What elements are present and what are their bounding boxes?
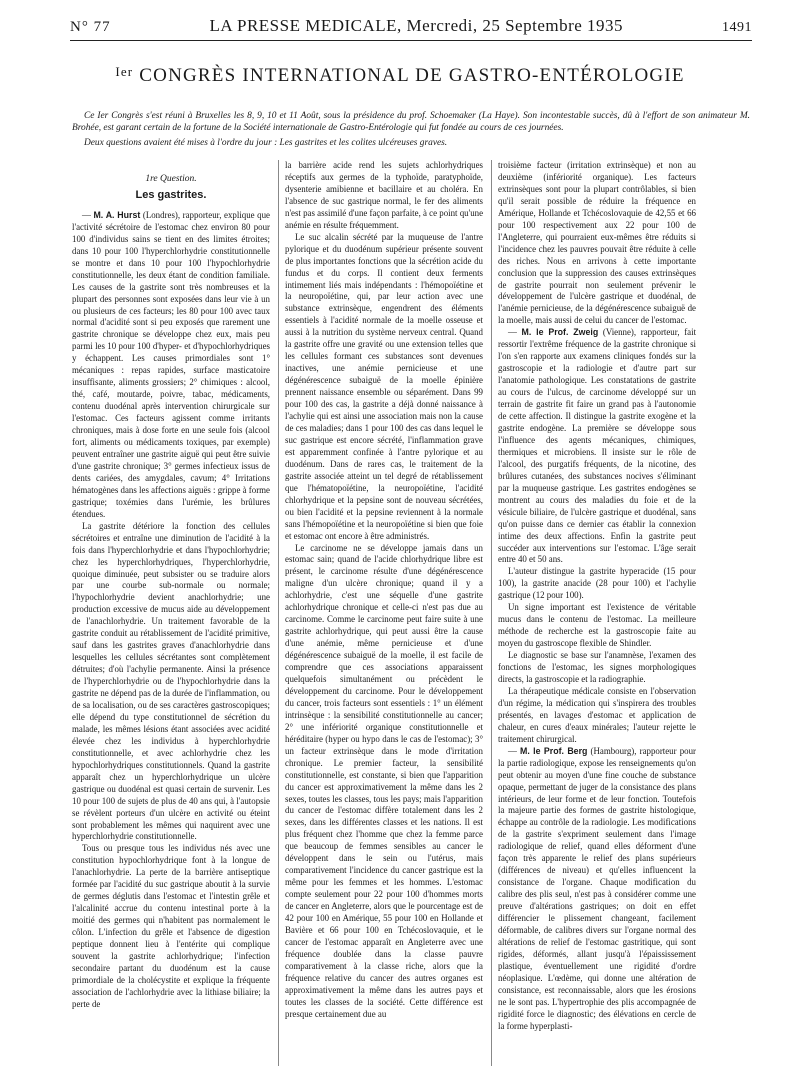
article-paragraph: la barrière acide rend les sujets achlorhydriques réceptifs aux germes de la typhoïde, paratyphoïde, dysenterie amibienne et bacillaire et au choléra. En l'absence de suc gastrique normal, le fer des aliments n'est pas assimilé d'une façon parfaite, à ce point qu'une anémie en résulte fréquemment. [285, 160, 484, 230]
article-paragraph: Le suc alcalin sécrété par la muqueuse de l'antre pylorique et du duodénum supérieur présente souvent de plus importantes fonctions que la sécrétion acide du fundus et du corps. Il contient deux ferments intimement liés mais indépendants : l'hémopoïétine et la neuropoïétine, qui, par leur action avec une substance extrinsèque, engendrent des éléments essentiels à l'acidité normale de la moelle osseuse et aussi à la nutrition du système nerveux central. Quand la gastrite offre une gravité ou une extension telles que les cellules formant ces substances sont devenues inactives, une anémie pernicieuse et une dégénérescence subaiguë de la moelle épinière prennent naissance ensemble ou séparément. Dans 99 pour 100 des cas, la gastrite a déjà donné naissance à l'achylie qui est ainsi une association mais non la cause de ces maladies; dans 1 pour 100 des cas dans lequel le suc gastrique est encore sécrété, l'inflammation grave est apparemment confinée à l'antre pylorique et au duodénum. Dans de rares cas, le traitement de la gastrite associée atteint un tel degré de rétablissement que l'hématopoïétine, la neuropoïétine, l'acidité chlorhydrique et la pepsine sont de nouveau sécrétées, ou bien l'acidité et la pepsine reviennent à la normale sans l'hémopoïétine et la neuropoïétine si bien que foie et estomac ont encore à être administrés. [285, 231, 483, 541]
intro-agenda: Deux questions avaient été mises à l'ordre du jour : Les gastrites et les colites ulcéreuses graves. [84, 137, 448, 148]
intro-block [72, 110, 750, 151]
page-number: 1491 [721, 20, 752, 35]
article-paragraph: L'auteur distingue la gastrite hyperacide (15 pour 100), la gastrite anacide (28 pour 100) et l'achylie gastrique (12 pour 100). [498, 566, 696, 601]
article-paragraph: Le diagnostic se base sur l'anamnèse, l'examen des fonctions de l'estomac, les signes morphologiques directs, la gastroscopie et la radiographie. [498, 650, 696, 684]
article-paragraph: La thérapeutique médicale consiste en l'observation d'un régime, la médication qui s'inspirera des troubles présentés, en lavages d'estomac et application de chaleur, en cures d'eaux minérales; l'auteur rejette le traitement chirurgical. [498, 685, 696, 744]
article-paragraph: Un signe important est l'existence de véritable mucus dans le contenu de l'estomac. La meilleure méthode de recherche est la gastroscopie faite au moyen du gastroscope flexible de Shindler. [498, 602, 696, 649]
issue-number: N° 77 [70, 19, 111, 35]
article-paragraph: — M. le Prof. Berg (Hambourg), rapporteur pour la partie radiologique, expose les renseignements qu'on peut obtenir au moyen d'une fine couche de substance opaque, permettant de juger de la consistance des plans intérieurs, de leur forme et de leur fonction. Toutefois la majeure partie des formes de gastrite histologique, échappe au contrôle de la radiologie. Les modifications de la gastrite s'expriment seulement dans l'image radiologique de relief, quand elles déforment d'une façon très apparente le relief des plans supérieurs (différences de niveau) et qu'elles influencent la consistance de l'organe. Chaque modification du calibre des plis seul, n'est pas à considérer comme une preuve d'altérations gastriques; on doit en effet différencier le plissement changeant, facilement déformable, de calibres divers sur l'organe normal des altérations de relief de l'estomac gastritique, qui sont rigides, déformés, allant jusqu'à l'épaississement plastique, éventuellement une rigidité d'ordre néoplasique. L'œdème, qui donne une altération de consistance, est reconnaissable, alors que les érosions ne le sont pas. L'hypertrophie des plis accompagnée de rigidité force le diagnostic; des élévations en cercle de la forme hyperplasti- [498, 745, 696, 1031]
speaker-name: M. A. Hurst [93, 209, 141, 220]
title-ordinal: Ier [115, 64, 134, 79]
speaker-name: M. le Prof. Berg [520, 745, 588, 756]
article-paragraph: troisième facteur (irritation extrinsèque) et non au deuxième (infériorité organique). Les facteurs extrinsèques sont pour la plupart contrôlables, si bien qu'il serait possible de réduire la fréquence en Amérique, Hollande et Tchécoslovaquie de 42,55 et 66 pour 100 respectivement aux 22 pour 100 de l'Angleterre, qui pourraient eux-mêmes être réduits si l'incidence chez les pauvres pouvait être réduite à celle des riches. Nous en arrivons à cette importante conclusion que la suppression des causes extrinsèques de gastrite pourrait non seulement prévenir le développement de l'ulcère gastrique et duodénal, de l'anémie pernicieuse, de la dégénérescence subaiguë de la moelle, mais aussi de celui du cancer de l'estomac. [498, 160, 696, 326]
header-rule [70, 40, 752, 41]
paragraph-text: (Londres), rapporteur, explique que l'activité sécrétoire de l'estomac chez environ 80 pour 100 d'individus sains se tient en des limites étroites; dans 10 pour 100 l'hyperchlorhydrie constitutionnelle se montre et dans 10 pour 100 l'hypochlorhydrie constitutionnelle, les deux étant de condition familiale. Les causes de la gastrite sont très nombreuses et la plupart des personnes sont exposées dans leur vie à un ou plusieurs de ces facteurs; les 80 pour 100 avec taux normal d'acidité sont si peu exposés que rarement une gastrite chronique se développe chez eux, mais peu parmi les 10 pour 100 d'hyper- et d'hypochlorhydriques y échappent. Les causes primordiales sont 1° mécaniques : repas rapides, surface masticatoire insuffisante, aliments grossiers; 2° chimiques : alcool, thé, café, moutarde, poivre, tabac, médicaments, contenu duodénal après intervention chirurgicale sur l'estomac. Ces facteurs agissent comme irritants chroniques, mais à dose forte en une seule fois (alcool fort, aliments ou médicaments toxiques, par exemple) peuvent entraîner une gastrite aiguë qui peut être suivie d'une gastrite chronique; 3° germes infectieux issus de dents cariées, des amygdales, cavum; 4° Irritations hématogènes dans les affections aiguës : grippe à forme gastrique; toxémies dans l'urémie, les brûlures étendues. [72, 209, 270, 519]
article-paragraph: Le carcinome ne se développe jamais dans un estomac sain; quand de l'acide chlorhydrique libre est présent, le carcinome résulte d'une dégénérescence maligne d'un ulcère chronique; quand il y a achlorhydrie, c'est une séquelle d'une gastrite achlorhydrique chronique et celle-ci n'est pas due au carcinome. Comme le carcinome peut faire suite à une gastrite achlorhydrique, qui peut aussi être la cause d'une anémie, même pernicieuse et d'une dégénérescence subaiguë de la moelle, il est facile de comprendre que ces associations apparaissent quelquefois simultanément ou précèdent le développement du carcinome. Pour le développement du cancer, trois facteurs sont essentiels : 1° un élément intrinsèque : la sensibilité constitutionnelle au cancer; 2° une infériorité organique constitutionnelle et héréditaire (hyper ou hypo dans le cas de l'estomac); 3° un facteur extrinsèque dans le mode d'irritation chronique. Le premier facteur, la sensibilité constitutionnelle, est constante, si bien que l'apparition du cancer est approximativement la même dans les 2 sexes, toutes les classes, tous les pays; mais l'apparition du cancer de l'estomac diffère totalement dans les 2 sexes, dans les différentes classes et les nations. Il est plus fréquent chez l'homme que chez la femme parce que beaucoup de femmes sensibles au cancer le développent dans le sein ou l'utérus, mais comparativement l'incidence du cancer gastrique est la même pour les femmes et les hommes. L'estomac compte seulement pour 22 pour 100 d'hommes morts de cancer en Angleterre, alors que le pourcentage est de 42 pour 100 en Amérique, 55 pour 100 en Hollande et Bavière et 66 pour 100 en Tchécoslovaquie, et le cancer de l'estomac apparaît en Angleterre avec une fréquence doublée dans la classe pauvre comparativement à la classe riche, alors que la fréquence relative du cancer des autres organes est approximativement la même dans les autres pays et toutes les classes de la société. Cette différence est presque certainement due au [285, 542, 483, 1019]
article-paragraph: — M. A. Hurst (Londres), rapporteur, explique que l'activité sécrétoire de l'estomac chez environ 80 pour 100 d'individus sains se tient en des limites étroites; dans 10 pour 100 l'hyperchlorhydrie constitutionnelle se montre et dans 10 pour 100 l'hypochlorhydrie constitutionnelle, les deux étant de condition familiale. Les causes de la gastrite sont très nombreuses et la plupart des personnes sont exposées dans leur vie à un ou plusieurs de ces facteurs; les 80 pour 100 avec taux normal d'acidité sont si peu exposés que rarement une gastrite chronique se développe chez eux, mais peu parmi les 10 pour 100 d'hyper- et d'hypochlorhydriques y échappent. Les causes primordiales sont 1° mécaniques : repas rapides, surface masticatoire insuffisante, aliments grossiers; 2° chimiques : alcool, thé, café, moutarde, poivre, tabac, médicaments, contenu duodénal après intervention chirurgicale sur l'estomac. Ces facteurs agissent comme irritants chroniques, mais à dose forte en une seule fois (alcool fort, aliments ou médicaments toxiques, par exemple) peuvent entraîner une gastrite aiguë qui peut être suivie d'une gastrite chronique; 3° germes infectieux issus de dents cariées, des amygdales, cavum; 4° Irritations hématogènes dans les affections aiguës : grippe à forme gastrique; toxémies dans l'urémie, les brûlures étendues. [72, 209, 270, 519]
paragraph-text: (Hambourg), rapporteur pour la partie radiologique, expose les renseignements qu'on peut obtenir au moyen d'une fine couche de substance opaque, permettant de juger de la consistance des plans intérieurs, de leur forme et de leur fonction. Toutefois la majeure partie des formes de gastrite histologique, échappe au contrôle de la radiologie. Les modifications de la gastrite s'expriment seulement dans l'image radiologique de relief, quand elles déforment d'une façon très apparente le relief des plans supérieurs (différences de niveau) et qu'elles influencent la consistance de l'organe. Chaque modification du calibre des plis seul, n'est pas à considérer comme une preuve d'altérations gastriques; on doit en effet différencier le plissement changeant, facilement déformable, de calibres divers sur l'organe normal des altérations de relief de l'estomac gastritique, qui sont rigides, déformés, allant jusqu'à l'épaississement plastique, éventuellement une rigidité d'ordre néoplasique. L'œdème, qui donne une altération de consistance, est reconnaissable, alors que les érosions ne le sont pas. L'hypertrophie des plis accompagnée de rigidité force le diagnostic; des élévations en cercle de la forme hyperplasti- [498, 745, 696, 1031]
speaker-name: M. le Prof. Zweig [521, 327, 599, 338]
column-divider [491, 160, 492, 1066]
article-column-3 [498, 160, 696, 1033]
page-header [70, 16, 752, 40]
paragraph-text: (Vienne), rapporteur, fait ressortir l'extrême fréquence de la gastrite chronique si l'on s'en rapporte aux examens cliniques fondés sur la gastroscopie et la radiologie et d'autre part sur l'anatomie pathologique. Les constatations de gastrite au cours de l'ulcus, de carcinome développé sur un terrain de gastrite fit faire un grand pas à l'autonomie de cette affection. Il distingue la gastrite exogène et la gastrite endogène. La première se développe sous l'influence des agents mécaniques, chimiques, thermiques et microbiens. Il insiste sur le rôle de l'alcool, des purgatifs fréquents, de la nicotine, des brûlures cutanées, des substances nocives s'éliminant par la muqueuse gastrique. Les gastrites endogènes se montrent au cours des maladies du foie et de la vésicule biliaire, de l'ulcère gastrique et duodénal, sans qu'on puisse dans ce dernier cas établir la connexion intime des deux affections. Enfin la gastrite peut succéder aux interventions sur l'estomac. L'âge serait entre 40 et 50 ans. [498, 327, 697, 565]
article-column-1 [72, 162, 270, 1011]
title-text: CONGRÈS INTERNATIONAL DE GASTRO-ENTÉROLOGIE [139, 65, 685, 86]
section-heading: Les gastrites. [135, 188, 207, 201]
journal-title: LA PRESSE MEDICALE, Mercredi, 25 Septembre 1935 [209, 16, 624, 35]
article-paragraph: Tous ou presque tous les individus nés avec une constitution hypochlorhydrique font à la longue de l'anachlorhydrie. La perte de la barrière antiseptique formée par l'acidité du suc gastrique aboutit à la survie de germes déglutis dans l'estomac et l'intestin grêle et l'alcalinité accrue du contenu intestinal porte à la moitié des germes qui n'habitent pas normalement le côlon. L'infection du grêle et l'absence de digestion peptique donnent lieu à l'entérite qui complique souvent la gastrite achlorhydrique; l'infection secondaire partant du duodénum est la cause primordiale de la cholécystite et explique la fréquente association de l'achlorhydrie avec la lithiase biliaire; la perte de [72, 843, 270, 1009]
article-paragraph: La gastrite détériore la fonction des cellules sécrétoires et entraîne une diminution de l'acidité à la fois dans l'hyperchlorhydrie et dans l'hypochlorhydrie; chez les hyperchlorhydriques, l'hyperchlorhydrie, quoique diminuée, peut subsister ou se traduire alors par une courbe sub-normale ou normale; l'hypochlorhydrie devient anachlorhydrie; une production excessive de mucus aide au développement de l'anachlorhydrie. Un traitement favorable de la gastrite conduit au rétablissement de l'acidité primitive, sauf dans les gastrites graves d'anachlorhydrie dans lesquelles les cellules sécrétantes sont complètement détruites; d'où l'achylie permanente. Ainsi la présence de l'hyperchlorhydrie ou de l'hypochlorhydrie dans la gastrite ne dépend pas de la durée de l'inflammation, ou de sa localisation, ou de ses caractères gastroscopiques; elle dépend du type constitutionnel de sécrétion du malade, les mêmes lésions étant associées avec acidité élevée chez les individus à hyperchlorhydrie constitutionnelle, et avec achlorhydrie chez les hypochlorhydriques constitutionnels. Quand la gastrite apparaît chez un hyperchlorhydrique un ulcère gastrique ou duodénal est quasi certain de survenir. Les 10 pour 100 de sujets de plus de 40 ans qui, à l'autopsie se révèlent porteurs d'un ulcère en activité ou éteint sont probablement les mêmes qui naquirent avec une hyperchlorhydrie constitutionnelle. [72, 520, 270, 842]
article-column-2 [285, 160, 483, 1021]
article-paragraph: — M. le Prof. Zweig (Vienne), rapporteur, fait ressortir l'extrême fréquence de la gastrite chronique si l'on s'en rapporte aux examens cliniques fondés sur la gastroscopie et la radiologie et d'autre part sur l'anatomie pathologique. Les constatations de gastrite au cours de l'ulcus, de carcinome développé sur un terrain de gastrite fit faire un grand pas à l'autonomie de cette affection. Il distingue la gastrite exogène et la gastrite endogène. La première se développe sous l'influence des agents mécaniques, chimiques, thermiques et microbiens. Il insiste sur le rôle de l'alcool, des purgatifs fréquents, de la nicotine, des brûlures cutanées, des substances nocives s'éliminant par la muqueuse gastrique. Les gastrites endogènes se montrent au cours des maladies du foie et de la vésicule biliaire, de l'ulcère gastrique et duodénal, sans qu'on puisse dans ce dernier cas établir la connexion intime des deux affections. Enfin la gastrite peut succéder aux interventions sur l'estomac. L'âge serait entre 40 et 50 ans. [498, 327, 697, 565]
column-divider [278, 160, 279, 1066]
congress-title [0, 64, 800, 87]
question-label: 1re Question. [145, 174, 197, 184]
intro-paragraph: Ce Ier Congrès s'est réuni à Bruxelles les 8, 9, 10 et 11 Août, sous la présidence du prof. Schoemaker (La Haye). Son incontestable succès, dû à l'effort de son animateur M. Brohée, est garant certain de la fortune de la Société internationale de Gastro-Entérologie qui fut fondée au cours de ces journées. [72, 111, 750, 134]
